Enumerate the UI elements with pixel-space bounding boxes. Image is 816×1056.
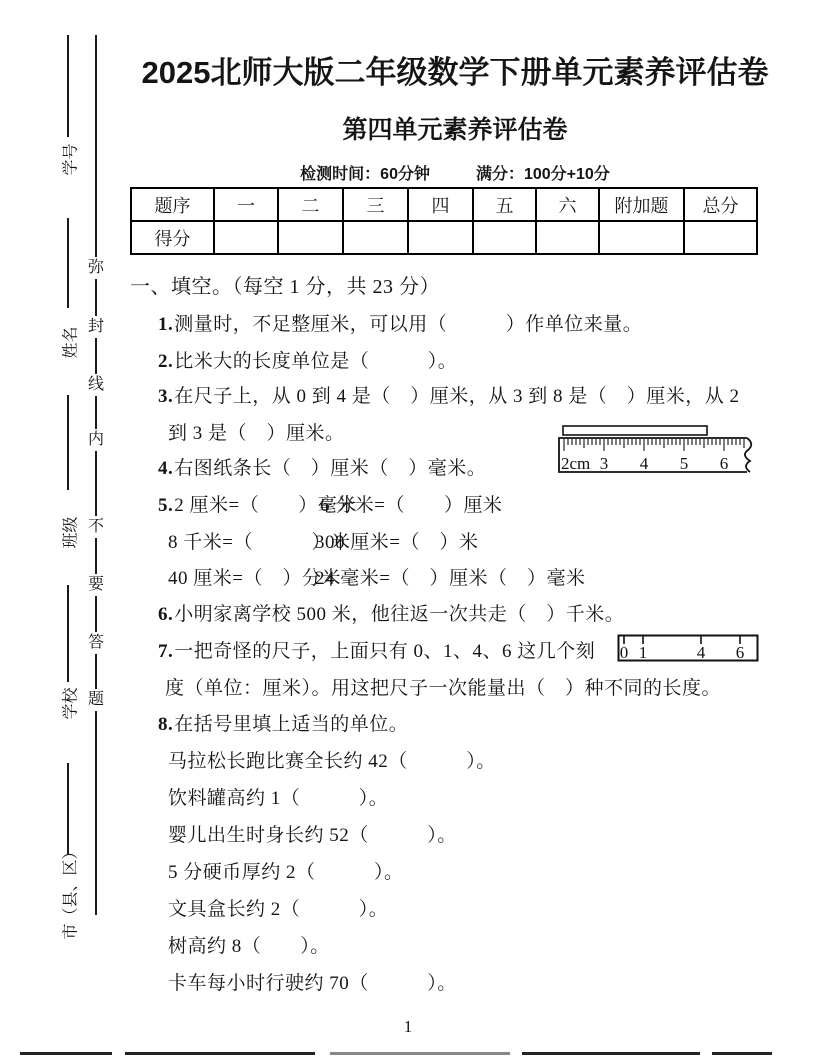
margin-field-line: [67, 218, 69, 308]
ruler-label: 5: [679, 454, 689, 473]
question-text: 一把奇怪的尺子，上面只有 0、1、4、6 这几个刻: [174, 641, 596, 662]
question-text: 在尺子上，从 0 到 4 是（ ）厘米，从 3 到 8 是（ ）厘米，从 2: [174, 386, 740, 407]
question-number: 7.: [158, 641, 174, 662]
question-text: 比米大的长度单位是（ ）。: [174, 351, 458, 372]
margin-field-student-number: 学号: [62, 143, 80, 176]
question-number: 6.: [158, 604, 174, 625]
score-table-header-cell: 六: [536, 188, 599, 221]
ruler-label: 2cm: [561, 454, 591, 473]
ruler-label: 3: [599, 454, 609, 473]
margin-field-name: 姓名: [62, 326, 80, 359]
question-text: 测量时，不足整厘米，可以用（ ）作单位来量。: [174, 314, 643, 335]
question-8-item: 卡车每小时行驶约 70（ ）。: [168, 973, 457, 994]
score-table-header-cell: 五: [473, 188, 536, 221]
question-8-item: 树高约 8（ ）。: [168, 936, 330, 957]
exam-time-label: 检测时间：60分钟: [300, 166, 430, 183]
seal-char: 不: [86, 516, 106, 538]
question-number: 1.: [158, 314, 174, 335]
question-8-item: 马拉松长跑比赛全长约 42（ ）。: [168, 751, 496, 772]
question-8-item: 文具盒长约 2（ ）。: [168, 899, 389, 920]
margin-field-line: [67, 35, 69, 137]
paper-strip: [563, 426, 707, 435]
section-heading: 一、填空。（每空 1 分，共 23 分）: [130, 276, 440, 298]
score-cell: [684, 221, 757, 254]
question-8-item: 5 分硬币厚约 2（ ）。: [168, 862, 404, 883]
exam-score-label: 满分：100分+10分: [475, 166, 610, 183]
seal-line: [95, 35, 97, 915]
question-5-line-2a: 8 千米=（ ）米: [168, 532, 351, 553]
score-table-header-cell: 三: [343, 188, 408, 221]
seal-char: 答: [86, 632, 106, 654]
score-cell: [278, 221, 343, 254]
seal-char: 封: [86, 316, 106, 338]
scan-artifact: [712, 1052, 772, 1055]
odd-ruler-label: 4: [696, 643, 706, 662]
question-number: 5.: [158, 495, 174, 516]
exam-info: [105, 161, 805, 184]
ruler-label: 6: [719, 454, 729, 473]
scan-artifact: [330, 1052, 510, 1055]
score-cell: [599, 221, 684, 254]
score-table-header-cell: 一: [214, 188, 278, 221]
question-1: [158, 309, 642, 336]
question-5-line-3b: 24 毫米=（ ）厘米（ ）毫米: [315, 568, 586, 589]
score-cell: [214, 221, 278, 254]
margin-field-school: 学校: [62, 687, 80, 720]
question-8-item: 饮料罐高约 1（ ）。: [168, 788, 389, 809]
score-cell: [536, 221, 599, 254]
page-title: 2025北师大版二年级数学下册单元素养评估卷: [141, 55, 769, 90]
question-text: 2 厘米=（ ）毫米: [174, 495, 357, 516]
seal-char: 弥: [86, 257, 106, 279]
question-number: 2.: [158, 351, 174, 372]
question-3-line-1: [158, 381, 740, 408]
question-8: [158, 709, 408, 736]
question-4: [158, 453, 486, 480]
score-row-label: 得分: [131, 221, 214, 254]
seal-char: 线: [86, 374, 106, 396]
scan-artifact: [522, 1052, 700, 1055]
score-cell: [473, 221, 536, 254]
scan-artifact: [20, 1052, 112, 1055]
score-table-score-row: [131, 221, 757, 254]
score-table-header-row: [131, 188, 757, 221]
question-6: [158, 599, 624, 626]
score-cell: [408, 221, 473, 254]
score-table-header-cell: 二: [278, 188, 343, 221]
question-number: 4.: [158, 458, 174, 479]
question-7-line-1: [158, 636, 595, 663]
cm-ruler-figure: [556, 424, 756, 476]
margin-field-line: [67, 585, 69, 682]
question-7-line-2: 度（单位：厘米）。用这把尺子一次能量出（ ）种不同的长度。: [165, 678, 722, 699]
margin-field-line: [67, 395, 69, 490]
odd-ruler-figure: [617, 634, 761, 663]
margin-field-class: 班级: [62, 516, 80, 549]
seal-char: 要: [86, 574, 106, 596]
page-subtitle: 第四单元素养评估卷: [342, 116, 568, 144]
question-2: [158, 346, 457, 373]
question-5-line-1b: 6 分米=（ ）厘米: [320, 495, 503, 516]
question-text: 在括号里填上适当的单位。: [174, 714, 409, 735]
question-text: 右图纸条长（ ）厘米（ ）毫米。: [174, 458, 487, 479]
score-cell: [343, 221, 408, 254]
page-number: 1: [403, 1017, 413, 1036]
question-number: 8.: [158, 714, 174, 735]
question-3-line-2: 到 3 是（ ）厘米。: [168, 423, 345, 444]
score-table-header-cell: 题序: [131, 188, 214, 221]
margin-field-city: 市（县、区）: [62, 843, 80, 940]
question-8-item: 婴儿出生时身长约 52（ ）。: [168, 825, 457, 846]
score-table-header-cell: 四: [408, 188, 473, 221]
odd-ruler-label: 0: [619, 643, 629, 662]
ruler-label: 4: [639, 454, 649, 473]
question-5-line-3a: 40 厘米=（ ）分米: [168, 568, 341, 589]
odd-ruler-label: 1: [638, 643, 648, 662]
score-table-header-cell: 附加题: [599, 188, 684, 221]
scan-artifact: [125, 1052, 315, 1055]
score-table-header-cell: 总分: [684, 188, 757, 221]
seal-char: 题: [86, 689, 106, 711]
question-text: 小明家离学校 500 米，他往返一次共走（ ）千米。: [174, 604, 625, 625]
odd-ruler-label: 6: [735, 643, 745, 662]
question-5-line-2b: 300 厘米=（ ）米: [315, 532, 479, 553]
score-table: [130, 187, 758, 255]
seal-char: 内: [86, 429, 106, 451]
question-number: 3.: [158, 386, 174, 407]
